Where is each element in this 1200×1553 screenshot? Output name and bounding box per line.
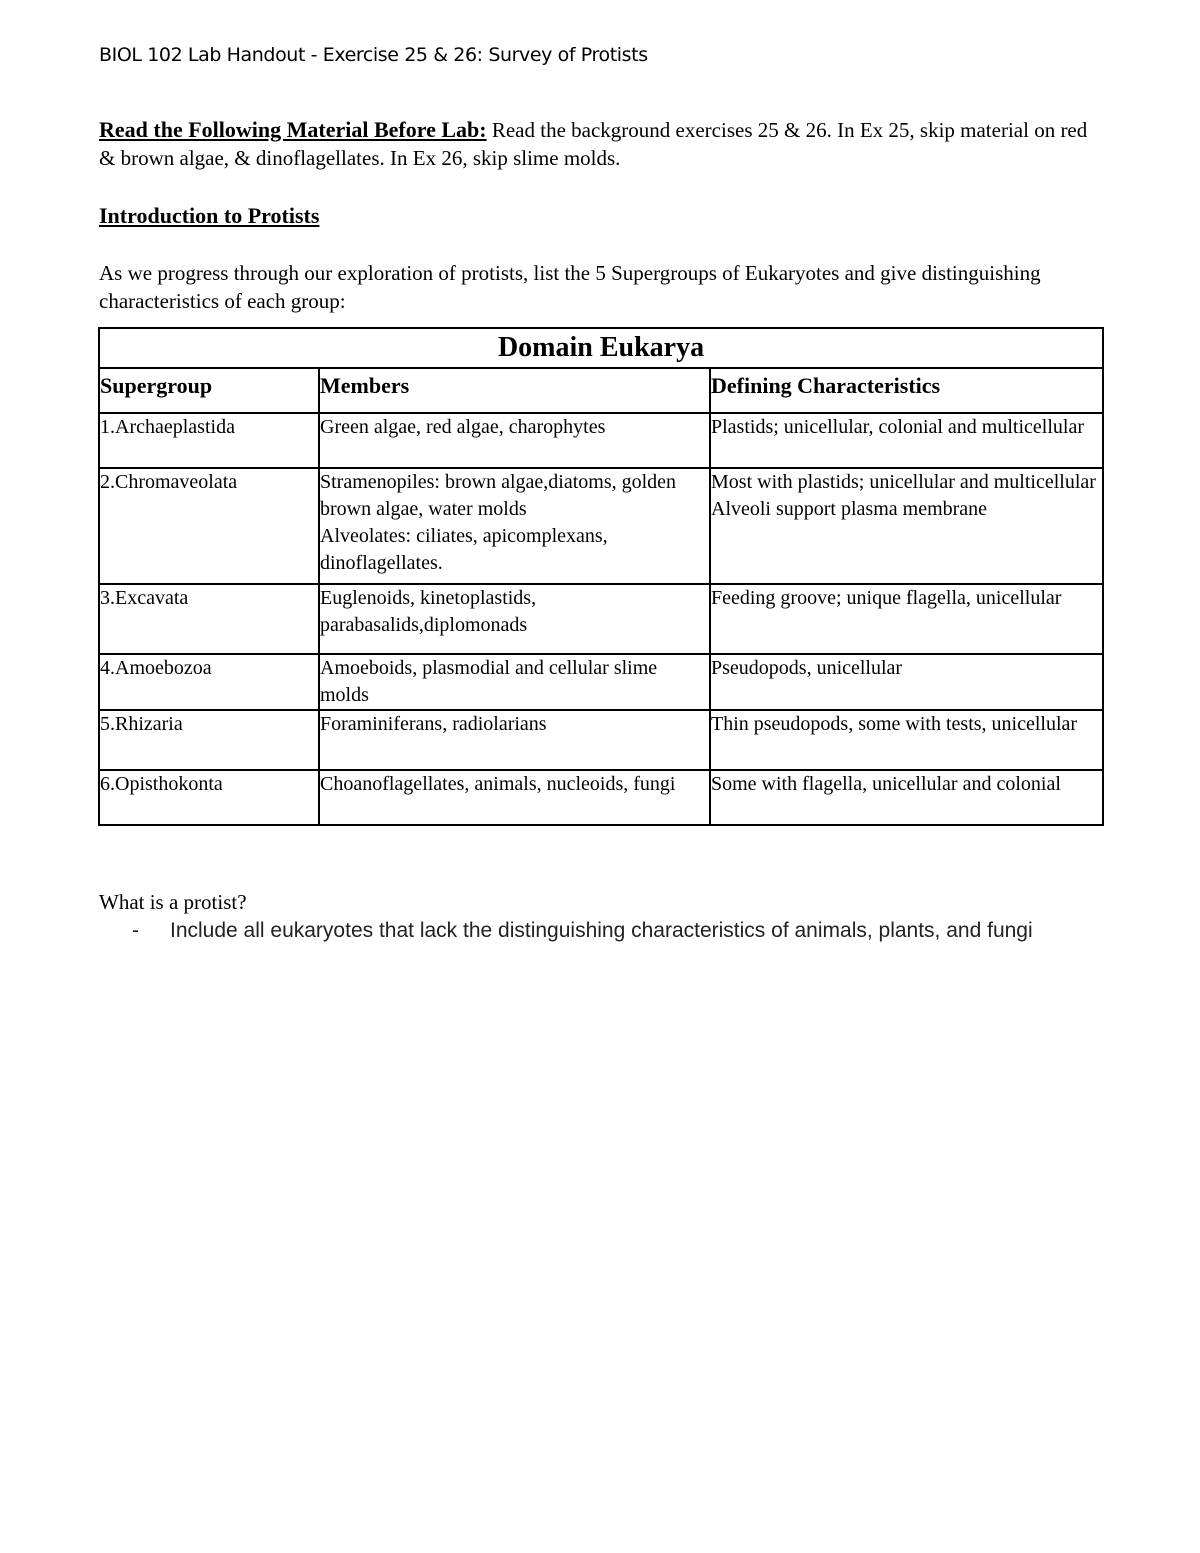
members-cell bbox=[319, 468, 710, 584]
members-line: Alveolates: ciliates, apicomplexans, dinoflagellates. bbox=[320, 525, 608, 574]
answer-bullet bbox=[132, 917, 1092, 944]
characteristics-line: Plastids; unicellular, colonial and multicellular bbox=[711, 416, 1084, 438]
column-header-characteristics: Defining Characteristics bbox=[710, 368, 1103, 413]
characteristics-line: Most with plastids; unicellular and multicellular bbox=[711, 471, 1096, 493]
supergroups-table bbox=[98, 327, 1104, 826]
page-header bbox=[99, 44, 648, 66]
members-line: Green algae, red algae, charophytes bbox=[320, 416, 606, 438]
characteristics-line: Pseudopods, unicellular bbox=[711, 657, 903, 679]
members-line: Amoeboids, plasmodial and cellular slime molds bbox=[320, 657, 658, 706]
column-header-members: Members bbox=[319, 368, 710, 413]
members-line: Stramenopiles: brown algae,diatoms, golden brown algae, water molds bbox=[320, 471, 677, 520]
reading-lead: Read the Following Material Before Lab: bbox=[99, 117, 487, 142]
table-row bbox=[99, 770, 1103, 825]
members-cell bbox=[319, 710, 710, 770]
question: What is a protist? bbox=[99, 890, 247, 914]
supergroup-cell: 6.Opisthokonta bbox=[99, 770, 319, 825]
bullet-dash: - bbox=[132, 919, 139, 942]
members-line: Foraminiferans, radiolarians bbox=[320, 713, 547, 735]
supergroup-cell: 2.Chromaveolata bbox=[99, 468, 319, 584]
supergroup-cell: 4.Amoebozoa bbox=[99, 654, 319, 710]
characteristics-line: Some with flagella, unicellular and colonial bbox=[711, 773, 1061, 795]
characteristics-cell bbox=[710, 654, 1103, 710]
supergroup-cell: 5.Rhizaria bbox=[99, 710, 319, 770]
reading-instructions bbox=[99, 116, 1099, 172]
characteristics-line: Feeding groove; unique flagella, unicellular bbox=[711, 587, 1062, 609]
members-cell bbox=[319, 654, 710, 710]
header-title: BIOL 102 Lab Handout - Exercise 25 & 26: Survey of Protists bbox=[99, 44, 648, 66]
section-heading: Introduction to Protists bbox=[99, 203, 320, 228]
answer-text: Include all eukaryotes that lack the distinguishing characteristics of animals, plants, and fungi bbox=[170, 919, 1033, 942]
members-line: Euglenoids, kinetoplastids, parabasalids,diplomonads bbox=[320, 587, 537, 636]
table-title: Domain Eukarya bbox=[99, 328, 1103, 368]
characteristics-cell bbox=[710, 710, 1103, 770]
members-cell bbox=[319, 584, 710, 654]
column-header-supergroup: Supergroup bbox=[99, 368, 319, 413]
table-row bbox=[99, 468, 1103, 584]
supergroup-cell: 1.Archaeplastida bbox=[99, 413, 319, 468]
characteristics-line: Alveoli support plasma membrane bbox=[711, 498, 988, 520]
characteristics-cell bbox=[710, 770, 1103, 825]
members-cell bbox=[319, 770, 710, 825]
table-row bbox=[99, 413, 1103, 468]
table-row bbox=[99, 654, 1103, 710]
characteristics-cell bbox=[710, 584, 1103, 654]
supergroup-cell: 3.Excavata bbox=[99, 584, 319, 654]
members-line: Choanoflagellates, animals, nucleoids, fungi bbox=[320, 773, 676, 795]
reading-text: Read the background exercises 25 & 26. In Ex 25, skip material on red & brown algae, & dinoflagellates. In Ex 26, skip slime molds. bbox=[99, 118, 1088, 170]
members-cell bbox=[319, 413, 710, 468]
characteristics-cell bbox=[710, 413, 1103, 468]
table-row bbox=[99, 710, 1103, 770]
characteristics-cell bbox=[710, 468, 1103, 584]
characteristics-line: Thin pseudopods, some with tests, unicellular bbox=[711, 713, 1078, 735]
intro-prompt: As we progress through our exploration of protists, list the 5 Supergroups of Eukaryotes and give distinguishing characteristics of each group: bbox=[99, 261, 1041, 313]
table-row bbox=[99, 584, 1103, 654]
